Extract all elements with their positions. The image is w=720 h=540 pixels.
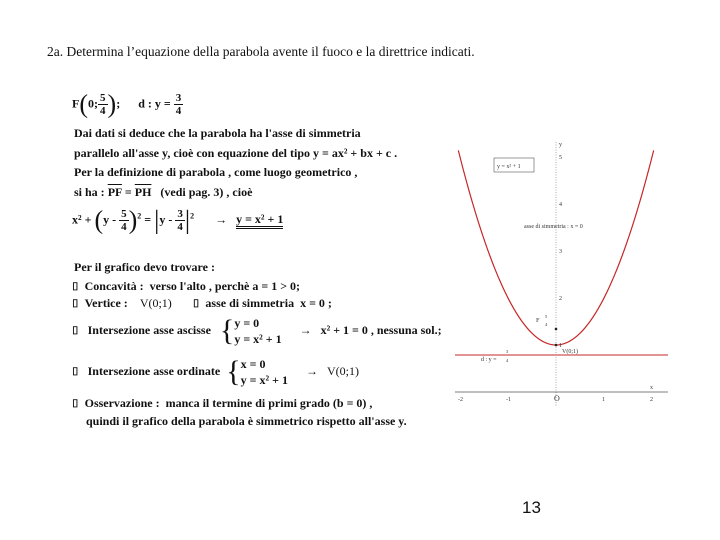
focus-graph-num: 5 bbox=[545, 314, 548, 319]
legend-label: y = x² + 1 bbox=[497, 164, 521, 170]
y-tick-label: 2 bbox=[559, 296, 562, 302]
y-tick-label: 5 bbox=[559, 155, 562, 161]
x-tick-label: O bbox=[554, 394, 560, 403]
y-axis-name: y bbox=[559, 142, 562, 148]
focus-point bbox=[555, 328, 558, 331]
focus-x: 0; bbox=[88, 96, 99, 111]
given-data: F(0; $\frac{5}{4}$ ); d : y = $\frac{3}{4}$ bbox=[72, 89, 182, 119]
focus-label: F bbox=[72, 96, 80, 111]
separator: ; bbox=[116, 96, 121, 111]
distance-equation: x² + (y - $\frac{5}{4}$ )$^2$ = |y - $\frac{3}{4}$ $|^2$ → y = x² + 1 bbox=[72, 205, 284, 235]
segment-ph: $\overline{PH}$ bbox=[134, 185, 152, 199]
directrix-graph-den: 4 bbox=[506, 358, 509, 363]
bullet-x-intersection: ⌷ Intersezione asse ascisse {y = 0 y = x² + 1 → x² + 1 = 0 , nessuna sol.; bbox=[72, 314, 442, 347]
text-line-4: si ha : $\overline{PF} = \overline{PH}$ (vedi pag. 3) , cioè bbox=[74, 185, 253, 199]
bullet-icon: ⌷ bbox=[72, 324, 79, 337]
bullet-y-intersection: ⌷ Intersezione asse ordinate {x = 0 y = x² + 1 → V(0;1) bbox=[72, 355, 359, 388]
y-tick-label: 1 bbox=[559, 343, 562, 349]
directrix-label: d : y = bbox=[138, 96, 171, 111]
exercise-title: 2a. Determina l’equazione della parabola avente il fuoco e la direttrice indicati. bbox=[47, 44, 475, 59]
focus-graph-label: F bbox=[536, 317, 540, 324]
x-tick-label: -1 bbox=[506, 397, 511, 403]
page-number: 13 bbox=[522, 498, 541, 517]
bullet-icon: ⌷ bbox=[192, 298, 200, 310]
y-tick-label: 3 bbox=[559, 249, 562, 255]
x-axis-name: x bbox=[650, 385, 653, 391]
text-line-1: Dai dati si deduce che la parabola ha l'asse di simmetria bbox=[74, 126, 361, 140]
bullet-observation: ⌷ Osservazione : manca il termine di primi grado (b = 0) , bbox=[72, 396, 373, 410]
x-tick-label: 2 bbox=[650, 397, 653, 403]
bullet-icon: ⌷ bbox=[72, 298, 79, 310]
vertex-graph-label: V(0;1) bbox=[562, 349, 578, 355]
graph-header: Per il grafico devo trovare : bbox=[74, 260, 215, 274]
result-equation: y = x² + 1 bbox=[236, 212, 283, 229]
segment-pf: $\overline{PF}$ bbox=[107, 185, 122, 199]
x-tick-label: -2 bbox=[458, 397, 463, 403]
text-line-2: parallelo all'asse y, cioè con equazione del tipo y = ax² + bx + c . bbox=[74, 146, 398, 160]
focus-fraction: $\frac{5}{4}$ bbox=[100, 92, 106, 117]
observation-line-2: quindi il grafico della parabola è simmetrico rispetto all'asse y. bbox=[86, 414, 407, 428]
text-line-3: Per la definizione di parabola , come luogo geometrico , bbox=[74, 165, 358, 179]
directrix-graph-num: 3 bbox=[506, 349, 509, 354]
vertex-point bbox=[555, 344, 558, 347]
general-equation: y = ax² + bx + c . bbox=[313, 146, 398, 160]
bullet-vertex: ⌷ Vertice : V(0;1) ⌷ asse di simmetria x = 0 ; bbox=[72, 296, 332, 310]
bullet-concavity: ⌷ Concavità : verso l'alto , perchè a = 1 > 0; bbox=[72, 279, 301, 293]
directrix-graph-label: d : y = bbox=[481, 357, 497, 363]
arrow-icon: → bbox=[215, 212, 228, 227]
y-tick-label: 4 bbox=[559, 202, 562, 208]
parabola-graph bbox=[450, 138, 675, 413]
bullet-icon: ⌷ bbox=[72, 365, 79, 378]
x-tick-label: 1 bbox=[602, 397, 605, 403]
bullet-icon: ⌷ bbox=[72, 281, 79, 293]
directrix-fraction: $\frac{3}{4}$ bbox=[175, 92, 182, 117]
bullet-icon: ⌷ bbox=[72, 398, 79, 410]
focus-graph-den: 4 bbox=[545, 322, 548, 327]
axis-of-symmetry-label: asse di simmetria : x = 0 bbox=[524, 224, 583, 230]
